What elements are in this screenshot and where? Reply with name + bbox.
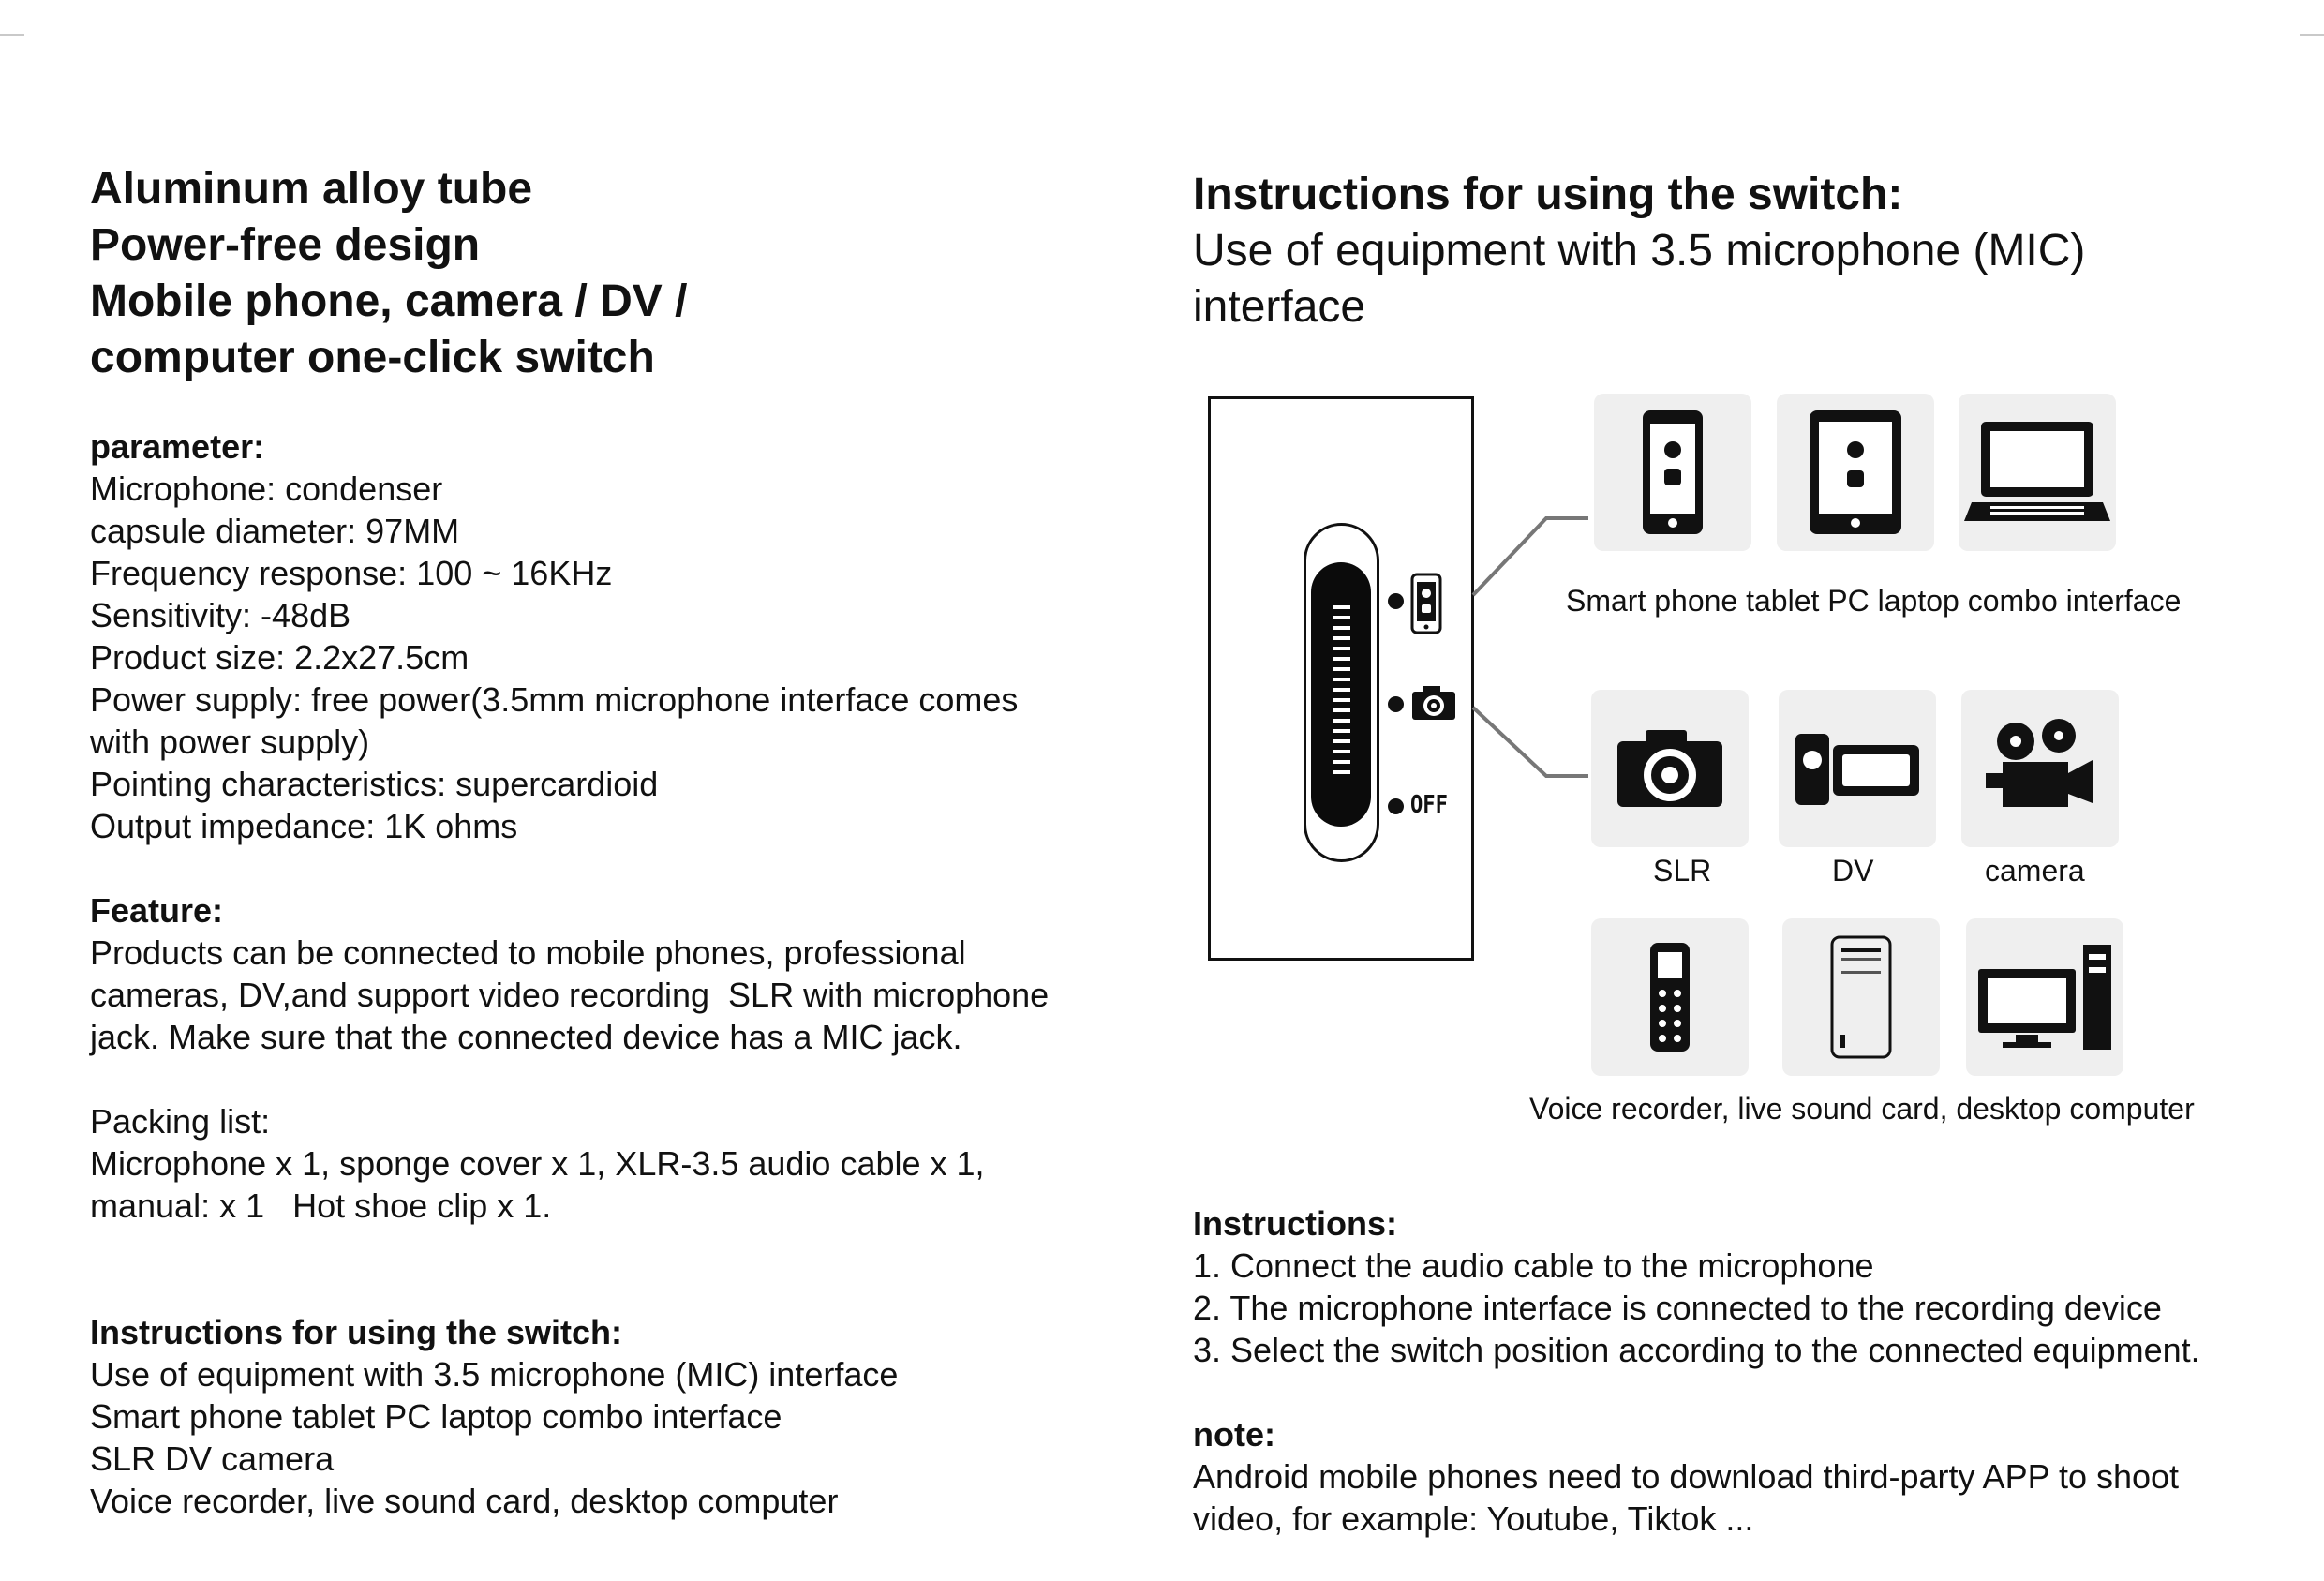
switch-line: Smart phone tablet PC laptop combo interface — [90, 1397, 782, 1436]
laptop-tile — [1959, 394, 2116, 551]
laptop-icon — [1962, 416, 2112, 529]
slr-tile — [1591, 690, 1749, 847]
dv-tile — [1779, 690, 1936, 847]
dv-caption: DV — [1832, 854, 1874, 887]
tablet-tile — [1777, 394, 1934, 551]
instructions-heading: Instructions: — [1193, 1204, 1398, 1243]
note-line: video, for example: Youtube, Tiktok ... — [1193, 1499, 1754, 1538]
film-camera-icon — [1984, 717, 2096, 820]
switch-section — [90, 1311, 1158, 1522]
sound-card-icon — [1828, 933, 1894, 1061]
crop-mark-left — [0, 34, 24, 36]
packing-line: manual: x 1 Hot shoe clip x 1. — [90, 1186, 552, 1225]
switch-line: SLR DV camera — [90, 1439, 335, 1478]
switch-line: Use of equipment with 3.5 microphone (MIC) interface — [90, 1355, 899, 1394]
note-heading: note: — [1193, 1415, 1275, 1454]
desktop-computer-icon — [1974, 941, 2115, 1053]
product-title — [90, 161, 1158, 386]
switch-slider — [1311, 562, 1371, 827]
feature-line: jack. Make sure that the connected device has a MIC jack. — [90, 1018, 962, 1056]
phone-position-icon — [1410, 573, 1442, 634]
switch-heading: Instructions for using the switch: — [90, 1313, 623, 1351]
title-line: Mobile phone, camera / DV / — [90, 276, 688, 326]
right-column-header — [1193, 167, 2271, 336]
title-line: Power-free design — [90, 220, 481, 270]
parameter-line: Pointing characteristics: supercardioid — [90, 765, 659, 803]
slr-camera-icon — [1614, 726, 1726, 811]
left-column — [90, 161, 1158, 1522]
desktop-computer-tile — [1966, 918, 2123, 1076]
smartphone-tile — [1594, 394, 1751, 551]
dv-camcorder-icon — [1792, 726, 1923, 811]
subtitle-line: Use of equipment with 3.5 microphone (MIC) — [1193, 226, 2086, 276]
switch-position-dot — [1388, 696, 1404, 712]
switch-line: Voice recorder, live sound card, desktop computer — [90, 1482, 839, 1520]
parameter-line: Power supply: free power(3.5mm microphone interface comes — [90, 680, 1019, 719]
voice-recorder-icon — [1646, 941, 1693, 1053]
voice-recorder-tile — [1591, 918, 1749, 1076]
switch-position-dot — [1388, 593, 1404, 609]
parameter-line: Frequency response: 100 ~ 16KHz — [90, 554, 613, 592]
subtitle-line: interface — [1193, 282, 1366, 332]
title-line: Aluminum alloy tube — [90, 164, 533, 214]
instructions-section — [1193, 1202, 2299, 1540]
camera-caption: camera — [1985, 854, 2085, 887]
feature-heading: Feature: — [90, 891, 224, 930]
crop-mark-right — [2300, 34, 2324, 36]
parameter-line: capsule diameter: 97MM — [90, 512, 460, 550]
title-line: computer one-click switch — [90, 333, 655, 382]
tablet-icon — [1804, 407, 1907, 538]
parameter-line: with power supply) — [90, 723, 370, 761]
parameter-line: Output impedance: 1K ohms — [90, 807, 518, 845]
feature-line: Products can be connected to mobile phones, professional — [90, 933, 966, 972]
feature-section — [90, 889, 1158, 1058]
sound-card-tile — [1782, 918, 1940, 1076]
smartphone-icon — [1635, 407, 1710, 538]
note-line: Android mobile phones need to download third-party APP to shoot — [1193, 1457, 2180, 1496]
parameter-line: Microphone: condenser — [90, 470, 443, 508]
row1-caption: Smart phone tablet PC laptop combo interface — [1566, 584, 2182, 618]
row3-caption: Voice recorder, live sound card, desktop computer — [1529, 1092, 2195, 1126]
instruction-line: 2. The microphone interface is connected to the recording device — [1193, 1289, 2162, 1327]
parameter-line: Product size: 2.2x27.5cm — [90, 638, 469, 677]
parameter-line: Sensitivity: -48dB — [90, 596, 351, 634]
film-camera-tile — [1961, 690, 2119, 847]
camera-position-icon — [1410, 684, 1457, 722]
packing-section — [90, 1100, 1158, 1227]
instruction-line: 3. Select the switch position according to the connected equipment. — [1193, 1331, 2200, 1369]
slr-caption: SLR — [1653, 854, 1712, 887]
connector-lines — [1462, 506, 1593, 787]
switch-position-dot — [1388, 798, 1404, 814]
instruction-line: 1. Connect the audio cable to the microphone — [1193, 1246, 1874, 1285]
packing-heading: Packing list: — [90, 1102, 271, 1141]
parameter-heading: parameter: — [90, 427, 265, 466]
feature-line: cameras, DV,and support video recording SLR with microphone — [90, 976, 1050, 1014]
packing-line: Microphone x 1, sponge cover x 1, XLR-3.5 audio cable x 1, — [90, 1144, 985, 1183]
off-label: OFF — [1410, 791, 1448, 819]
parameter-section — [90, 425, 1158, 847]
switch-instructions-heading: Instructions for using the switch: — [1193, 170, 1903, 219]
